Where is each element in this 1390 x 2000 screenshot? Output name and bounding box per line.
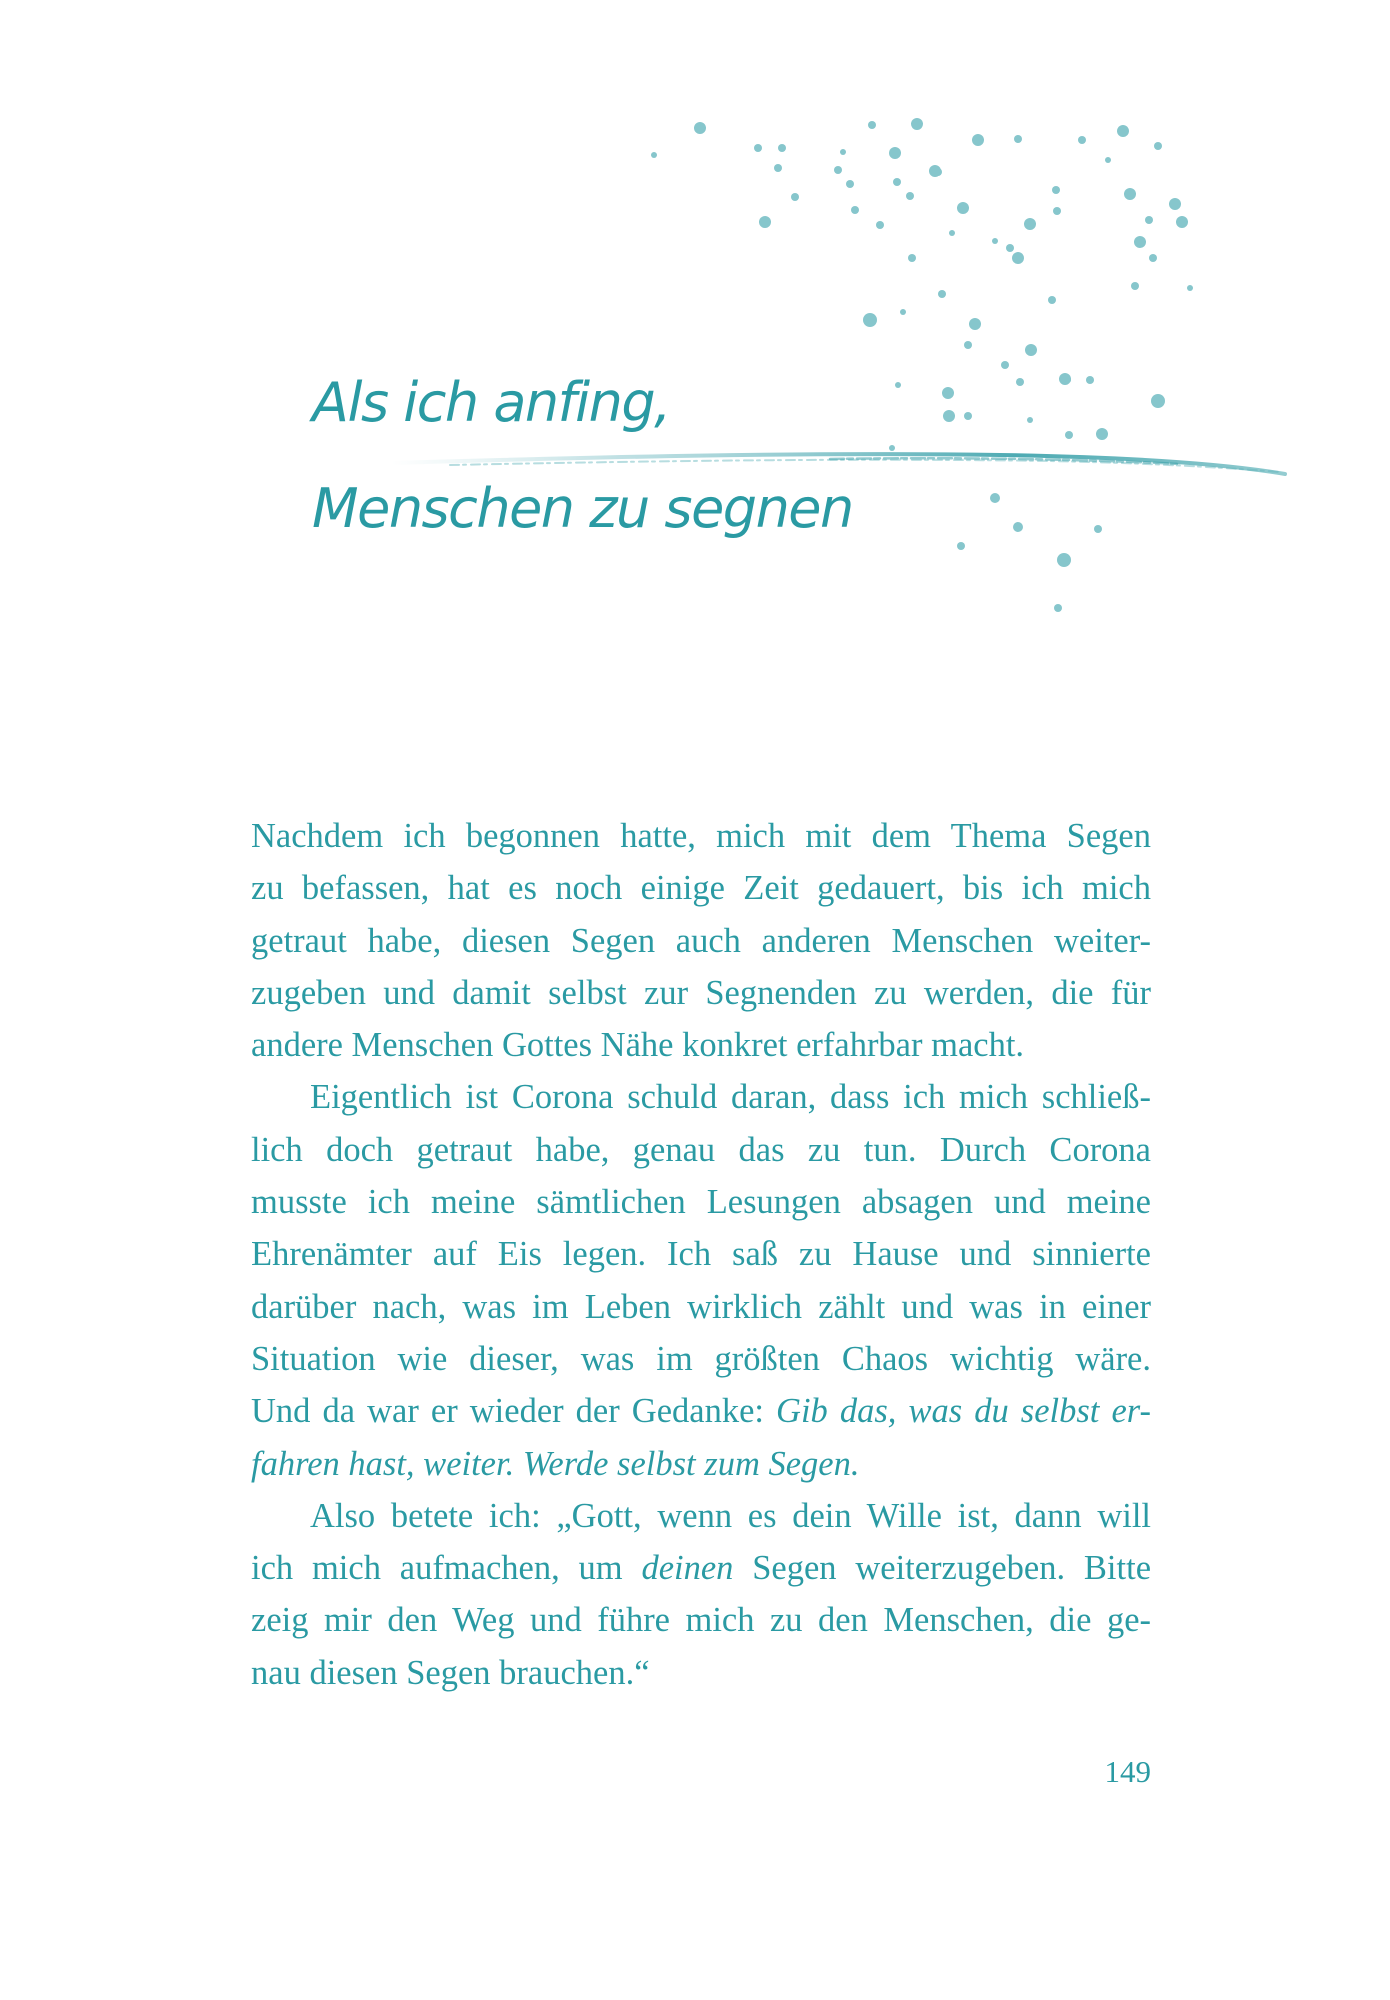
decorative-dot bbox=[1001, 361, 1009, 369]
text-run: musste ich meine sämtlichen Lesungen absagen und meine bbox=[251, 1183, 1151, 1222]
decorative-dot bbox=[906, 192, 914, 200]
text-run: zeig mir den Weg und führe mich zu den Menschen, die ge- bbox=[251, 1601, 1151, 1640]
decorative-dot bbox=[938, 290, 946, 298]
text-line bbox=[251, 1542, 1151, 1594]
decorative-dot bbox=[1014, 135, 1022, 143]
chapter-title-line-1: Als ich anfing, bbox=[312, 371, 670, 434]
decorative-dot bbox=[1105, 157, 1111, 163]
text-run: Also betete ich: „Gott, wenn es dein Wille ist, dann will bbox=[310, 1496, 1151, 1535]
decorative-dot bbox=[1131, 282, 1139, 290]
decorative-dot bbox=[846, 180, 854, 188]
text-line bbox=[251, 1228, 1151, 1280]
decorative-dot bbox=[834, 166, 842, 174]
decorative-dot bbox=[1187, 285, 1193, 291]
decorative-dot bbox=[1013, 522, 1023, 532]
decorative-dot bbox=[778, 144, 786, 152]
text-run: darüber nach, was im Leben wirklich zählt und was in einer bbox=[251, 1287, 1151, 1326]
decorative-dot bbox=[1027, 417, 1033, 423]
italic-text: fahren hast, weiter. Werde selbst zum Segen. bbox=[251, 1444, 860, 1483]
text-line bbox=[251, 1594, 1151, 1646]
text-line bbox=[251, 1490, 1151, 1542]
text-line bbox=[251, 810, 1151, 862]
text-line bbox=[251, 1385, 1151, 1437]
decorative-dot bbox=[1057, 553, 1071, 567]
decorative-dot bbox=[908, 254, 916, 262]
decorative-dot bbox=[964, 412, 972, 420]
page-number: 149 bbox=[1104, 1754, 1151, 1789]
decorative-dot bbox=[1078, 136, 1086, 144]
text-line bbox=[251, 1176, 1151, 1228]
text-run: ich mich aufmachen, um bbox=[251, 1549, 642, 1588]
decorative-dot bbox=[942, 387, 954, 399]
text-run: Ehrenämter auf Eis legen. Ich saß zu Hause und sinnierte bbox=[251, 1235, 1151, 1274]
decorative-dot bbox=[889, 147, 901, 159]
decorative-dot bbox=[1145, 216, 1153, 224]
text-line bbox=[251, 915, 1151, 967]
decorative-dot bbox=[754, 144, 762, 152]
text-run: Nachdem ich begonnen hatte, mich mit dem Thema Segen bbox=[251, 817, 1151, 855]
decorative-dot bbox=[895, 382, 901, 388]
decorative-dot bbox=[863, 313, 877, 327]
text-run: nau diesen Segen brauchen.“ bbox=[251, 1653, 650, 1692]
decorative-dot bbox=[694, 122, 706, 134]
decorative-dot bbox=[990, 493, 1000, 503]
text-run: Segen weiterzugeben. Bitte bbox=[733, 1549, 1152, 1588]
text-run: andere Menschen Gottes Nähe konkret erfahrbar macht. bbox=[251, 1026, 1025, 1065]
italic-text: deinen bbox=[641, 1549, 734, 1588]
decorative-dot bbox=[791, 193, 799, 201]
decorative-dot bbox=[972, 134, 984, 146]
decorative-dot bbox=[943, 410, 955, 422]
body-text bbox=[251, 810, 1151, 1699]
decorative-dot bbox=[934, 168, 942, 176]
text-run: Eigentlich ist Corona schuld daran, dass ich mich schließ- bbox=[310, 1078, 1151, 1117]
decorative-dot bbox=[1053, 207, 1061, 215]
text-run: zu befassen, hat es noch einige Zeit gedauert, bis ich mich bbox=[251, 869, 1151, 908]
italic-text: Gib das, was du selbst er- bbox=[776, 1392, 1151, 1431]
decorative-dot bbox=[1025, 344, 1037, 356]
decorative-dot bbox=[1134, 236, 1146, 248]
decorative-dot bbox=[1048, 296, 1056, 304]
decorative-dot bbox=[840, 149, 846, 155]
decorative-dot bbox=[957, 202, 969, 214]
text-line bbox=[251, 1333, 1151, 1385]
decorative-dot bbox=[1086, 376, 1094, 384]
decorative-dot bbox=[1065, 377, 1071, 383]
decorative-dot bbox=[893, 178, 901, 186]
decorative-dot bbox=[1012, 252, 1024, 264]
decorative-dot bbox=[651, 152, 657, 158]
decorative-dot bbox=[1024, 218, 1036, 230]
text-line bbox=[251, 1281, 1151, 1333]
decorative-dot bbox=[1054, 604, 1062, 612]
text-line bbox=[251, 1071, 1151, 1123]
decorative-dot bbox=[992, 238, 998, 244]
decorative-dot bbox=[1016, 378, 1024, 386]
decorative-dot bbox=[1052, 186, 1060, 194]
brush-stroke bbox=[392, 454, 1285, 474]
decorative-dot bbox=[969, 318, 981, 330]
text-line bbox=[251, 967, 1151, 1019]
decorative-dot bbox=[1096, 428, 1108, 440]
text-line bbox=[251, 1124, 1151, 1176]
decorative-dot bbox=[1124, 188, 1136, 200]
decorative-dot bbox=[1117, 125, 1129, 137]
decorative-dot bbox=[964, 341, 972, 349]
decorative-dot bbox=[1006, 244, 1014, 252]
decorative-dot bbox=[911, 118, 923, 130]
decorative-dot bbox=[1169, 198, 1181, 210]
decorative-dot bbox=[957, 542, 965, 550]
decorative-dot bbox=[1151, 394, 1165, 408]
text-run: zugeben und damit selbst zur Segnenden zu werden, die für bbox=[251, 973, 1151, 1012]
decorative-dot bbox=[889, 445, 895, 451]
decorative-dot bbox=[759, 216, 771, 228]
text-line bbox=[251, 862, 1151, 914]
text-run: lich doch getraut habe, genau das zu tun. Durch Corona bbox=[251, 1130, 1151, 1169]
text-line bbox=[251, 1438, 1151, 1490]
text-run: Und da war er wieder der Gedanke: bbox=[251, 1392, 777, 1431]
decorative-dot bbox=[1176, 216, 1188, 228]
decorative-dot bbox=[1065, 431, 1073, 439]
chapter-title-line-2: Menschen zu segnen bbox=[312, 477, 853, 540]
text-run: getraut habe, diesen Segen auch anderen Menschen weiter- bbox=[251, 921, 1151, 960]
decorative-dot bbox=[774, 164, 782, 172]
text-run: Situation wie dieser, was im größten Chaos wichtig wäre. bbox=[251, 1339, 1151, 1378]
decorative-dot bbox=[876, 221, 884, 229]
decorative-dot bbox=[1154, 142, 1162, 150]
decorative-dot bbox=[949, 230, 955, 236]
decorative-dot bbox=[1094, 525, 1102, 533]
decorative-dot bbox=[900, 309, 906, 315]
decorative-dot bbox=[868, 121, 876, 129]
text-line bbox=[251, 1647, 1151, 1699]
decorative-dot bbox=[851, 206, 859, 214]
text-line bbox=[251, 1019, 1151, 1071]
decorative-dot bbox=[1149, 254, 1157, 262]
